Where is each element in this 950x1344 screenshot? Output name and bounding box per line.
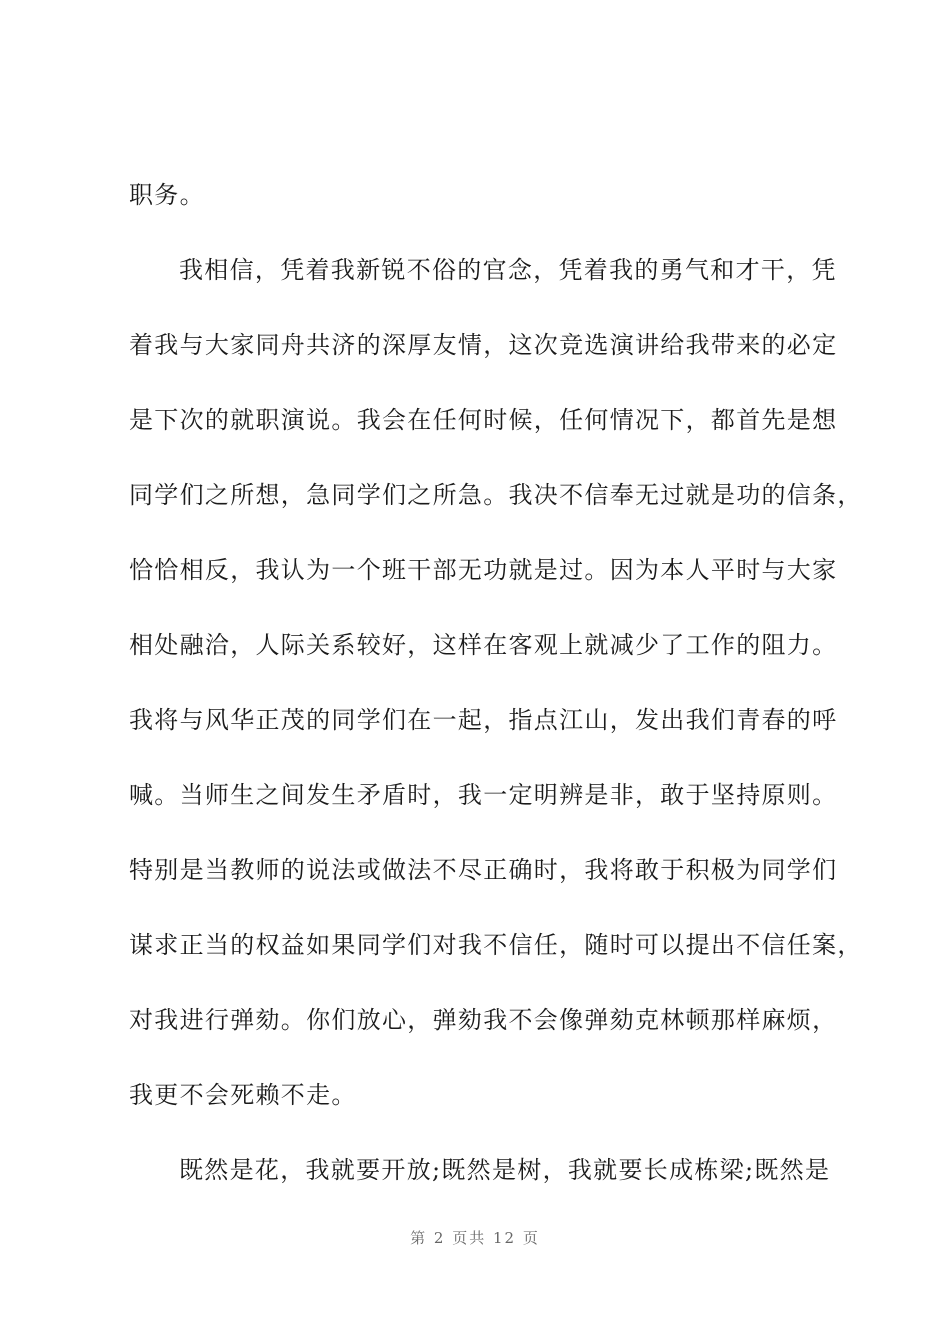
text-line: 我更不会死赖不走。 (129, 1081, 357, 1109)
text-line: 我相信，凭着我新锐不俗的官念，凭着我的勇气和才干，凭 (179, 256, 837, 284)
text-line: 同学们之所想，急同学们之所急。我决不信奉无过就是功的信条， (129, 481, 863, 509)
text-line: 喊。当师生之间发生矛盾时，我一定明辨是非，敢于坚持原则。 (129, 781, 838, 809)
text-line: 职务。 (129, 181, 205, 209)
text-line: 对我进行弹劾。你们放心，弹劾我不会像弹劾克林顿那样麻烦， (129, 1006, 838, 1034)
text-line: 我将与风华正茂的同学们在一起，指点江山，发出我们青春的呼 (129, 706, 838, 734)
page-number-footer: 第 2 页共 12 页 (410, 1229, 540, 1247)
text-line: 是下次的就职演说。我会在任何时候，任何情况下，都首先是想 (129, 406, 838, 434)
text-line: 相处融洽，人际关系较好，这样在客观上就减少了工作的阻力。 (129, 631, 838, 659)
text-line: 特别是当教师的说法或做法不尽正确时，我将敢于积极为同学们 (129, 856, 838, 884)
text-line: 恰恰相反，我认为一个班干部无功就是过。因为本人平时与大家 (129, 556, 838, 584)
text-line: 谋求正当的权益如果同学们对我不信任，随时可以提出不信任案， (129, 931, 863, 959)
text-line: 着我与大家同舟共济的深厚友情，这次竞选演讲给我带来的必定 (129, 331, 838, 359)
text-line: 既然是花，我就要开放;既然是树，我就要长成栋梁;既然是 (179, 1156, 831, 1184)
